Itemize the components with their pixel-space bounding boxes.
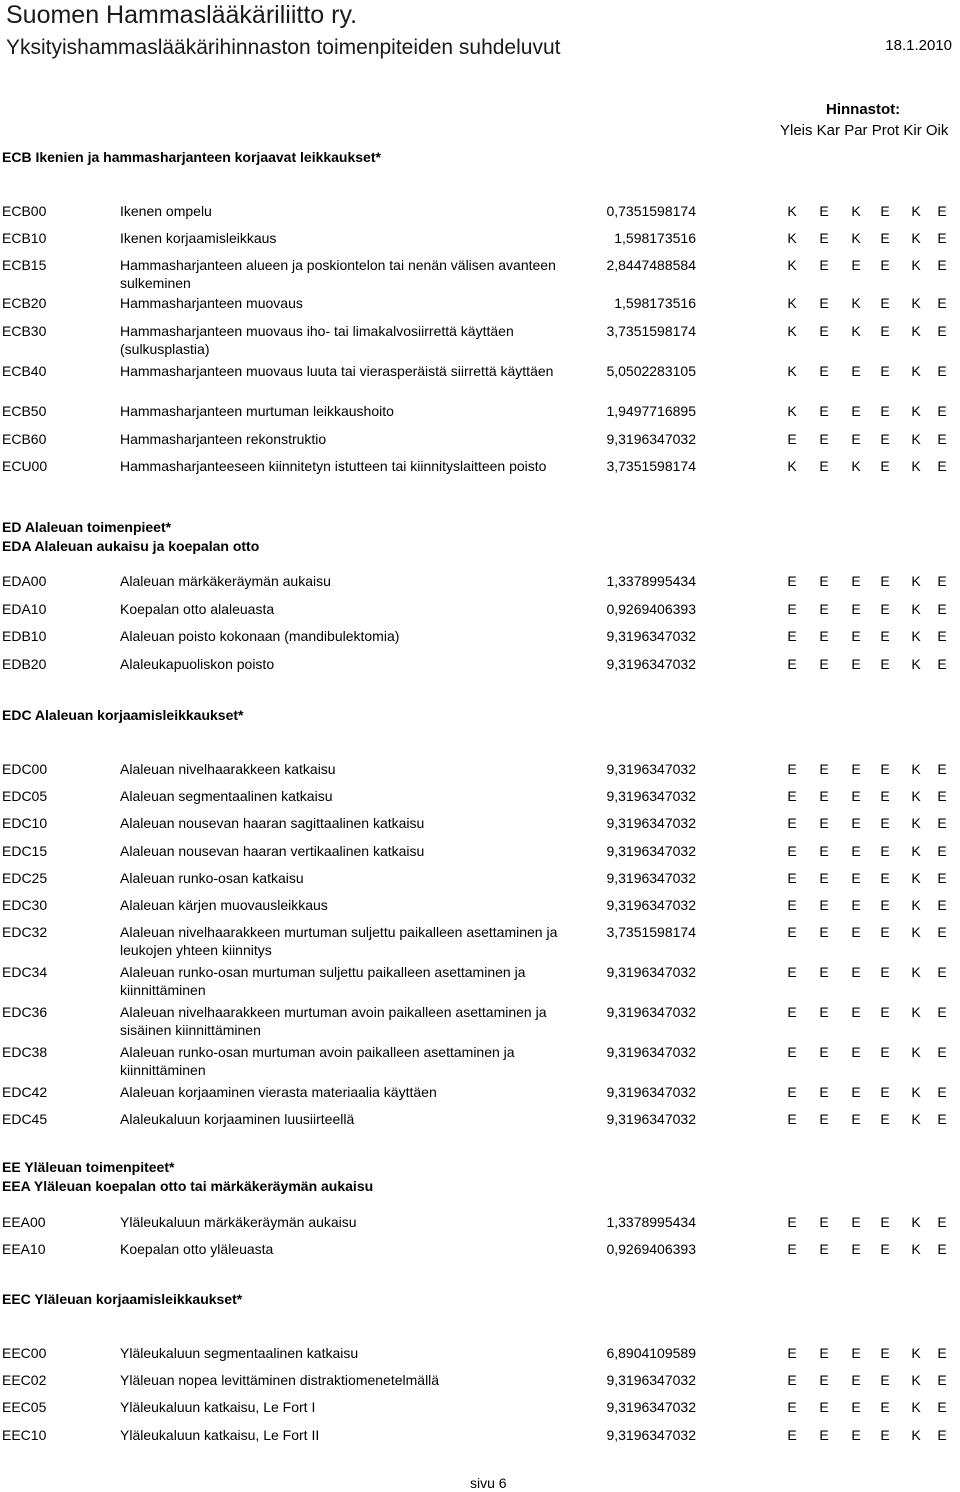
procedure-code: EDC15 (2, 843, 48, 859)
section-heading-eea: EEA Yläleuan koepalan otto tai märkäkeräymän aukaisu (2, 1178, 374, 1194)
price-list-code: K (851, 230, 861, 246)
price-list-code: E (787, 573, 797, 589)
price-list-code: K (911, 203, 921, 219)
ratio-value: 1,3378995434 (606, 573, 696, 589)
price-list-code: E (937, 230, 947, 246)
hinnastot-label: Hinnastot: (826, 101, 901, 118)
price-list-code: E (937, 788, 947, 804)
procedure-description: Koepalan otto yläleuasta (120, 1241, 274, 1257)
price-list-code: E (787, 1427, 797, 1443)
procedure-code: ECB00 (2, 203, 47, 219)
price-list-code: E (819, 1214, 829, 1230)
price-list-code: E (880, 1084, 890, 1100)
procedure-code: EDA10 (2, 601, 47, 617)
price-list-code: E (787, 1084, 797, 1100)
price-list-code: E (880, 295, 890, 311)
price-list-code: K (911, 1214, 921, 1230)
price-list-code: E (937, 257, 947, 273)
price-list-code: E (819, 257, 829, 273)
procedure-code: EEA00 (2, 1214, 46, 1230)
price-list-code: K (911, 458, 921, 474)
price-list-code: E (851, 363, 861, 379)
price-list-code: E (880, 1427, 890, 1443)
price-list-code: E (880, 257, 890, 273)
price-list-code: E (880, 815, 890, 831)
price-list-code: E (937, 924, 947, 940)
price-list-code: E (787, 1044, 797, 1060)
document-title: Yksityishammaslääkärihinnaston toimenpiteiden suhdeluvut (6, 36, 561, 59)
procedure-description: Alaleuan kärjen muovausleikkaus (120, 897, 328, 913)
procedure-code: ECB60 (2, 431, 47, 447)
ratio-value: 5,0502283105 (606, 363, 696, 379)
price-list-code: E (851, 761, 861, 777)
procedure-code: EDB20 (2, 656, 47, 672)
price-list-code: E (937, 628, 947, 644)
ratio-value: 9,3196347032 (606, 1427, 696, 1443)
price-list-code: E (880, 1111, 890, 1127)
price-list-code: E (880, 1399, 890, 1415)
procedure-description: Alaleuan nivelhaarakkeen murtuman suljettu paikalleen asettaminen ja leukojen yhteen kiinnitys (120, 924, 558, 958)
price-list-code: E (819, 431, 829, 447)
ratio-value: 3,7351598174 (606, 458, 696, 474)
price-list-code: E (880, 656, 890, 672)
price-list-code: E (880, 1241, 890, 1257)
price-list-code: K (787, 323, 797, 339)
ratio-value: 9,3196347032 (606, 843, 696, 859)
price-list-code: E (937, 964, 947, 980)
ratio-value: 0,9269406393 (606, 1241, 696, 1257)
procedure-code: EEA10 (2, 1241, 46, 1257)
procedure-code: EDC00 (2, 761, 48, 777)
price-list-code: E (787, 1111, 797, 1127)
price-list-code: K (911, 1399, 921, 1415)
price-list-code: E (819, 1084, 829, 1100)
procedure-description: Alaleuan nivelhaarakkeen murtuman avoin paikalleen asettaminen ja sisäinen kiinnittäminen (120, 1004, 547, 1038)
ratio-value: 9,3196347032 (606, 788, 696, 804)
procedure-description: Hammasharjanteen muovaus (120, 295, 303, 311)
ratio-value: 9,3196347032 (606, 628, 696, 644)
price-list-code: E (851, 257, 861, 273)
price-list-code: E (937, 323, 947, 339)
price-list-code: K (911, 295, 921, 311)
price-list-code: E (937, 1399, 947, 1415)
procedure-code: EDC45 (2, 1111, 48, 1127)
price-list-code: K (911, 323, 921, 339)
price-list-code: E (937, 1345, 947, 1361)
price-list-code: E (787, 1345, 797, 1361)
ratio-value: 9,3196347032 (606, 1111, 696, 1127)
section-heading-eec: EEC Yläleuan korjaamisleikkaukset* (2, 1291, 243, 1307)
ratio-value: 9,3196347032 (606, 1399, 696, 1415)
procedure-description: Alaleuan segmentaalinen katkaisu (120, 788, 333, 804)
price-list-code: E (787, 761, 797, 777)
price-list-code: K (787, 458, 797, 474)
price-list-code: E (819, 1044, 829, 1060)
price-list-code: K (911, 1044, 921, 1060)
price-list-code: K (787, 363, 797, 379)
procedure-description: Alaleuan runko-osan murtuman suljettu paikalleen asettaminen ja kiinnittäminen (120, 964, 526, 998)
price-list-code: K (911, 815, 921, 831)
section-heading-eda: EDA Alaleuan aukaisu ja koepalan otto (2, 538, 260, 554)
ratio-value: 3,7351598174 (606, 323, 696, 339)
procedure-code: EDC32 (2, 924, 48, 940)
procedure-description: Alaleuan poisto kokonaan (mandibulektomia) (120, 628, 400, 644)
price-list-code: E (880, 964, 890, 980)
procedure-code: ECU00 (2, 458, 48, 474)
price-list-code: E (937, 1004, 947, 1020)
price-list-code: K (787, 203, 797, 219)
procedure-description: Hammasharjanteeseen kiinnitetyn istutteen tai kiinnityslaitteen poisto (120, 458, 547, 474)
price-list-code: E (819, 295, 829, 311)
price-list-code: E (851, 656, 861, 672)
price-list-code: K (911, 573, 921, 589)
price-list-code: E (880, 458, 890, 474)
price-list-code: E (787, 431, 797, 447)
procedure-description: Alaleuan runko-osan murtuman avoin paikalleen asettaminen ja kiinnittäminen (120, 1044, 515, 1078)
price-list-code: E (880, 363, 890, 379)
price-list-code: E (937, 897, 947, 913)
procedure-code: EEC05 (2, 1399, 47, 1415)
ratio-value: 1,3378995434 (606, 1214, 696, 1230)
ratio-value: 9,3196347032 (606, 431, 696, 447)
procedure-description: Hammasharjanteen murtuman leikkaushoito (120, 403, 394, 419)
procedure-code: EDC10 (2, 815, 48, 831)
ratio-value: 9,3196347032 (606, 656, 696, 672)
procedure-code: ECB50 (2, 403, 47, 419)
ratio-value: 9,3196347032 (606, 1004, 696, 1020)
price-list-code: E (937, 843, 947, 859)
price-list-code: E (851, 403, 861, 419)
price-list-code: E (880, 573, 890, 589)
price-list-code: E (819, 363, 829, 379)
price-list-code: E (819, 1399, 829, 1415)
price-list-code: E (880, 601, 890, 617)
price-list-code: E (851, 1345, 861, 1361)
ratio-value: 2,8447488584 (606, 257, 696, 273)
procedure-description: Yläleukaluun katkaisu, Le Fort I (120, 1399, 316, 1415)
price-list-code: E (880, 897, 890, 913)
ratio-value: 9,3196347032 (606, 897, 696, 913)
procedure-code: ECB40 (2, 363, 47, 379)
procedure-description: Alaleuan runko-osan katkaisu (120, 870, 304, 886)
price-list-code: K (911, 230, 921, 246)
price-list-code: E (851, 1241, 861, 1257)
price-list-code: E (787, 788, 797, 804)
price-list-code: E (851, 843, 861, 859)
price-list-code: E (819, 323, 829, 339)
price-list-code: E (880, 924, 890, 940)
price-list-code: K (911, 1111, 921, 1127)
price-list-code: E (880, 1044, 890, 1060)
price-list-code: E (819, 761, 829, 777)
ratio-value: 1,9497716895 (606, 403, 696, 419)
procedure-description: Yläleuan nopea levittäminen distraktiomenetelmällä (120, 1372, 440, 1388)
price-list-code: K (911, 403, 921, 419)
procedure-description: Alaleuan nousevan haaran sagittaalinen katkaisu (120, 815, 425, 831)
price-list-code: E (787, 1214, 797, 1230)
price-list-code: K (911, 363, 921, 379)
price-list-code: E (787, 656, 797, 672)
procedure-description: Alaleuan märkäkeräymän aukaisu (120, 573, 331, 589)
procedure-description: Alaleukapuoliskon poisto (120, 656, 275, 672)
procedure-code: EDC34 (2, 964, 48, 980)
price-list-code: E (787, 924, 797, 940)
price-list-code: E (819, 964, 829, 980)
price-list-code: E (880, 230, 890, 246)
price-list-code: K (911, 1084, 921, 1100)
ratio-value: 1,598173516 (614, 230, 696, 246)
price-list-code: E (819, 203, 829, 219)
page-number: sivu 6 (470, 1475, 507, 1491)
procedure-description: Ikenen korjaamisleikkaus (120, 230, 277, 246)
price-list-code: K (911, 1004, 921, 1020)
procedure-code: EEC00 (2, 1345, 47, 1361)
price-list-code: K (911, 1345, 921, 1361)
procedure-code: EDC36 (2, 1004, 48, 1020)
price-list-code: E (851, 1214, 861, 1230)
price-list-code: E (851, 1044, 861, 1060)
price-list-code: E (880, 788, 890, 804)
price-list-code: K (911, 761, 921, 777)
price-list-code: K (911, 656, 921, 672)
price-list-code: E (937, 1214, 947, 1230)
price-list-code: E (937, 1084, 947, 1100)
price-list-code: E (851, 1111, 861, 1127)
procedure-description: Alaleuan korjaaminen vierasta materiaalia käyttäen (120, 1084, 437, 1100)
price-list-code: E (787, 601, 797, 617)
price-list-code: E (937, 363, 947, 379)
price-list-code: K (911, 431, 921, 447)
price-list-code: E (851, 897, 861, 913)
price-list-code: E (819, 656, 829, 672)
ratio-value: 0,7351598174 (606, 203, 696, 219)
price-list-code: K (911, 964, 921, 980)
hinnastot-columns: Yleis Kar Par Prot Kir Oik (780, 122, 949, 139)
procedure-code: EDA00 (2, 573, 47, 589)
ratio-value: 9,3196347032 (606, 815, 696, 831)
price-list-code: E (819, 1372, 829, 1388)
price-list-code: E (880, 1004, 890, 1020)
price-list-code: E (819, 870, 829, 886)
price-list-code: K (787, 230, 797, 246)
price-list-code: E (880, 431, 890, 447)
price-list-code: E (937, 573, 947, 589)
price-list-code: E (937, 1111, 947, 1127)
price-list-code: E (880, 203, 890, 219)
price-list-code: E (787, 628, 797, 644)
price-list-code: K (911, 924, 921, 940)
ratio-value: 9,3196347032 (606, 870, 696, 886)
procedure-code: EDC30 (2, 897, 48, 913)
price-list-code: E (787, 815, 797, 831)
procedure-code: EDC25 (2, 870, 48, 886)
price-list-code: E (851, 573, 861, 589)
ratio-value: 9,3196347032 (606, 964, 696, 980)
price-list-code: K (911, 788, 921, 804)
procedure-code: ECB15 (2, 257, 47, 273)
price-list-code: E (937, 403, 947, 419)
price-list-code: E (851, 924, 861, 940)
price-list-code: E (851, 870, 861, 886)
price-list-code: K (787, 295, 797, 311)
section-heading-ecb: ECB Ikenien ja hammasharjanteen korjaavat leikkaukset* (2, 149, 381, 165)
price-list-code: E (819, 573, 829, 589)
price-list-code: K (911, 601, 921, 617)
price-list-code: E (937, 870, 947, 886)
procedure-code: EDC42 (2, 1084, 48, 1100)
price-list-code: E (937, 1427, 947, 1443)
ratio-value: 9,3196347032 (606, 1372, 696, 1388)
procedure-description: Hammasharjanteen alueen ja poskiontelon tai nenän välisen avanteen sulkeminen (120, 257, 556, 291)
price-list-code: E (937, 295, 947, 311)
section-heading-ee: EE Yläleuan toimenpiteet* (2, 1159, 175, 1175)
procedure-description: Hammasharjanteen rekonstruktio (120, 431, 327, 447)
price-list-code: E (819, 1427, 829, 1443)
price-list-code: K (911, 897, 921, 913)
procedure-description: Yläleukaluun katkaisu, Le Fort II (120, 1427, 320, 1443)
procedure-description: Alaleukaluun korjaaminen luusiirteellä (120, 1111, 355, 1127)
price-list-code: E (819, 403, 829, 419)
procedure-description: Hammasharjanteen muovaus iho- tai limakalvosiirrettä käyttäen (sulkusplastia) (120, 323, 514, 357)
ratio-value: 9,3196347032 (606, 761, 696, 777)
price-list-code: K (787, 257, 797, 273)
price-list-code: E (937, 656, 947, 672)
price-list-code: E (851, 628, 861, 644)
procedure-description: Koepalan otto alaleuasta (120, 601, 275, 617)
price-list-code: E (819, 843, 829, 859)
procedure-code: EEC02 (2, 1372, 47, 1388)
price-list-code: E (851, 601, 861, 617)
price-list-code: E (851, 964, 861, 980)
price-list-code: E (819, 601, 829, 617)
price-list-code: E (787, 870, 797, 886)
price-list-code: E (819, 1004, 829, 1020)
price-list-code: E (937, 1044, 947, 1060)
procedure-description: Yläleukaluun märkäkeräymän aukaisu (120, 1214, 357, 1230)
price-list-code: K (787, 403, 797, 419)
price-list-code: E (787, 843, 797, 859)
document-date: 18.1.2010 (885, 37, 952, 54)
section-heading-edc: EDC Alaleuan korjaamisleikkaukset* (2, 707, 244, 723)
price-list-code: K (851, 295, 861, 311)
price-list-code: E (819, 815, 829, 831)
price-list-code: E (787, 1372, 797, 1388)
price-list-code: E (880, 403, 890, 419)
organization-name: Suomen Hammaslääkäriliitto ry. (6, 1, 358, 29)
procedure-code: ECB30 (2, 323, 47, 339)
procedure-description: Alaleuan nivelhaarakkeen katkaisu (120, 761, 336, 777)
price-list-code: E (880, 323, 890, 339)
procedure-code: ECB20 (2, 295, 47, 311)
price-list-code: K (911, 257, 921, 273)
price-list-code: E (880, 1372, 890, 1388)
price-list-code: E (851, 1427, 861, 1443)
price-list-code: E (880, 843, 890, 859)
price-list-code: K (911, 1372, 921, 1388)
section-heading-ed: ED Alaleuan toimenpieet* (2, 519, 172, 535)
procedure-description: Ikenen ompelu (120, 203, 212, 219)
price-list-code: K (851, 323, 861, 339)
price-list-code: K (851, 458, 861, 474)
price-list-code: E (880, 870, 890, 886)
price-list-code: K (911, 870, 921, 886)
procedure-description: Hammasharjanteen muovaus luuta tai vierasperäistä siirrettä käyttäen (120, 363, 554, 379)
price-list-code: E (819, 230, 829, 246)
price-list-code: E (851, 1399, 861, 1415)
price-list-code: E (880, 628, 890, 644)
price-list-code: E (851, 431, 861, 447)
procedure-code: EEC10 (2, 1427, 47, 1443)
price-list-code: E (851, 788, 861, 804)
price-list-code: E (937, 1241, 947, 1257)
ratio-value: 3,7351598174 (606, 924, 696, 940)
price-list-code: K (911, 1427, 921, 1443)
price-list-code: E (937, 1372, 947, 1388)
price-list-code: E (937, 601, 947, 617)
price-list-code: E (851, 1004, 861, 1020)
procedure-code: EDC05 (2, 788, 48, 804)
price-list-code: E (819, 628, 829, 644)
price-list-code: E (880, 1214, 890, 1230)
price-list-code: E (819, 458, 829, 474)
price-list-code: E (937, 815, 947, 831)
ratio-value: 6,8904109589 (606, 1345, 696, 1361)
price-list-code: E (819, 1241, 829, 1257)
price-list-code: E (937, 203, 947, 219)
price-list-code: E (787, 1004, 797, 1020)
price-list-code: E (851, 815, 861, 831)
ratio-value: 9,3196347032 (606, 1044, 696, 1060)
procedure-description: Alaleuan nousevan haaran vertikaalinen katkaisu (120, 843, 425, 859)
price-list-code: E (880, 761, 890, 777)
ratio-value: 0,9269406393 (606, 601, 696, 617)
price-list-code: K (851, 203, 861, 219)
price-list-code: E (787, 1399, 797, 1415)
price-list-code: E (819, 1345, 829, 1361)
procedure-code: EDB10 (2, 628, 47, 644)
price-list-code: E (937, 431, 947, 447)
price-list-code: E (819, 1111, 829, 1127)
price-list-code: E (819, 897, 829, 913)
procedure-description: Yläleukaluun segmentaalinen katkaisu (120, 1345, 359, 1361)
ratio-value: 1,598173516 (614, 295, 696, 311)
price-list-code: K (911, 1241, 921, 1257)
price-list-code: K (911, 628, 921, 644)
price-list-code: E (787, 1241, 797, 1257)
procedure-code: ECB10 (2, 230, 47, 246)
price-list-code: E (851, 1084, 861, 1100)
price-list-code: E (819, 788, 829, 804)
price-list-code: E (937, 458, 947, 474)
price-list-code: E (851, 1372, 861, 1388)
price-list-code: E (880, 1345, 890, 1361)
price-list-code: K (911, 843, 921, 859)
price-list-code: E (787, 964, 797, 980)
price-list-code: E (937, 761, 947, 777)
price-list-code: E (787, 897, 797, 913)
procedure-code: EDC38 (2, 1044, 48, 1060)
ratio-value: 9,3196347032 (606, 1084, 696, 1100)
price-list-code: E (819, 924, 829, 940)
